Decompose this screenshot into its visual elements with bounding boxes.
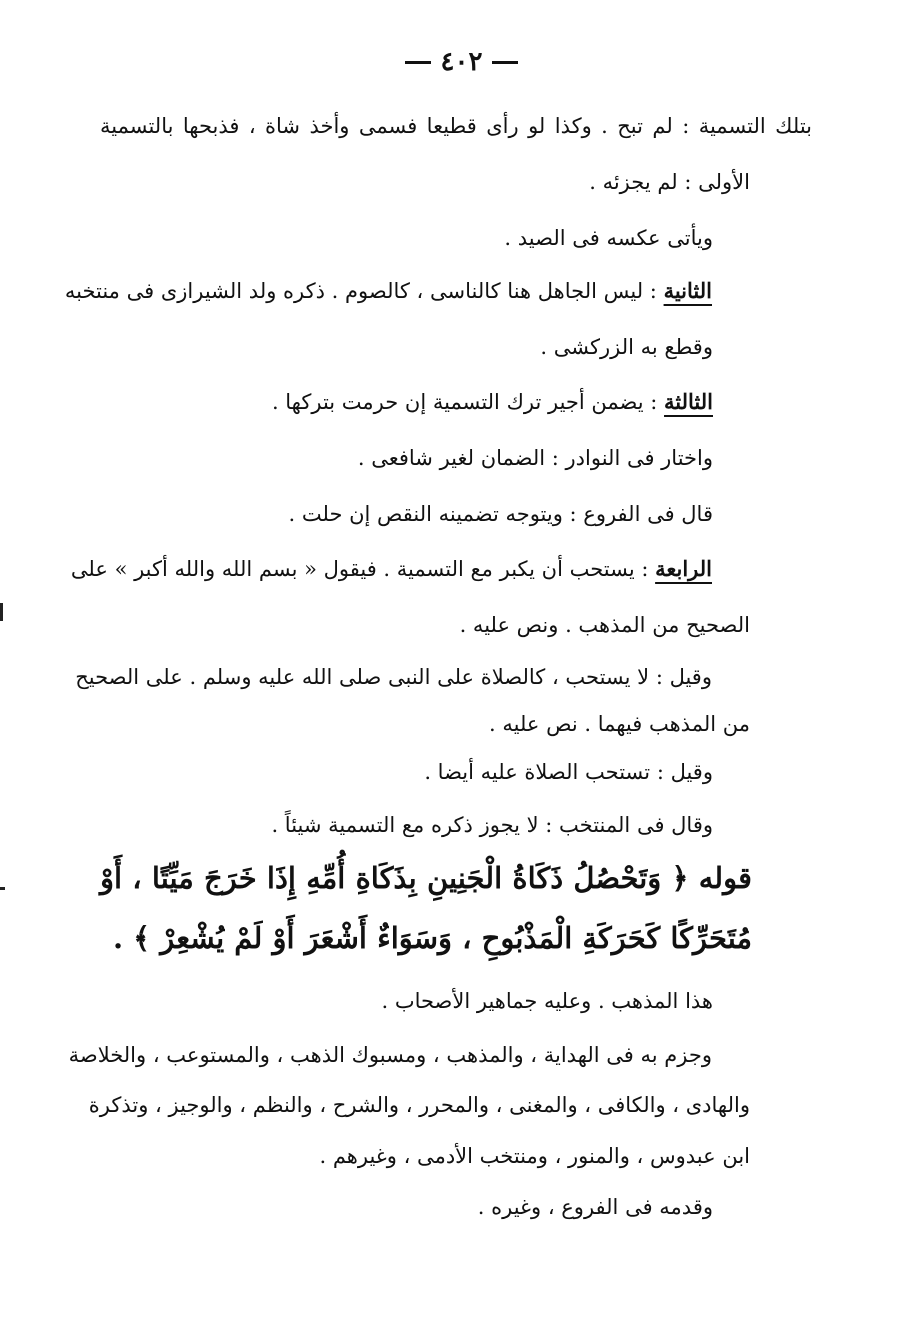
text-line <box>300 704 750 744</box>
text-line <box>70 549 712 589</box>
line-text: والهادى ، والكافى ، والمغنى ، والمحرر ، والشرح ، والنظم ، والوجيز ، وتذكرة <box>88 1093 750 1117</box>
line-text: الصحيح من المذهب . ونص عليه . <box>459 613 750 637</box>
header-dash-right <box>492 61 518 64</box>
line-text: : يضمن أجير ترك التسمية إن حرمت بتركها . <box>271 390 658 414</box>
quote-line <box>112 913 752 963</box>
line-text: قال فى الفروع : ويتوجه تضمينه النقص إن حلت . <box>288 502 713 526</box>
text-line <box>200 438 713 478</box>
text-line <box>300 162 750 202</box>
line-text: وقال فى المنتخب : لا يجوز ذكره مع التسمية شيئاً . <box>271 813 713 837</box>
text-line <box>300 1187 713 1227</box>
line-content <box>64 271 712 311</box>
line-text: من المذهب فيهما . نص عليه . <box>489 712 750 736</box>
text-line <box>200 382 713 422</box>
line-text: وقدمه فى الفروع ، وغيره . <box>477 1195 713 1219</box>
line-text: وجزم به فى الهداية ، والمذهب ، ومسبوك الذهب ، والمستوعب ، والخلاصة <box>68 1043 712 1067</box>
scan-edge-mark <box>0 887 5 890</box>
text-line <box>88 1085 750 1125</box>
text-line <box>300 327 713 367</box>
paragraph-label: الثالثة <box>664 389 713 414</box>
line-text: وقطع به الزركشى . <box>540 335 713 359</box>
quote-text: مُتَحَرِّكًا كَحَرَكَةِ الْمَذْبُوحِ ، وَسَوَاءٌ أَشْعَرَ أَوْ لَمْ يُشْعِرْ ﴾ . <box>112 921 752 955</box>
paragraph-label: الرابعة <box>655 556 712 581</box>
text-line <box>300 1136 750 1176</box>
text-line <box>68 1035 712 1075</box>
line-content <box>70 549 712 589</box>
quote-text: قوله ﴿ وَتَحْصُلُ ذَكَاةُ الْجَنِينِ بِذَكَاةِ أُمِّهِ إِذَا خَرَجَ مَيِّتًا ، أَوْ <box>100 861 752 895</box>
page-header <box>0 42 923 82</box>
paragraph-label: الثانية <box>663 278 712 303</box>
text-line <box>200 494 713 534</box>
line-text: : ليس الجاهل هنا كالناسى ، كالصوم . ذكره ولد الشيرازى فى منتخبه <box>64 279 657 303</box>
text-line <box>300 218 713 258</box>
line-text: ابن عبدوس ، والمنور ، ومنتخب الأدمى ، وغيرهم . <box>319 1144 750 1168</box>
line-text: الأولى : لم يجزئه . <box>589 170 750 194</box>
text-line <box>64 271 712 311</box>
line-text: هذا المذهب . وعليه جماهير الأصحاب . <box>381 989 713 1013</box>
line-text: ويأتى عكسه فى الصيد . <box>504 226 713 250</box>
text-line <box>300 605 750 645</box>
line-text: : يستحب أن يكبر مع التسمية . فيقول « بسم الله والله أكبر » على <box>70 557 649 581</box>
line-text: بتلك التسمية : لم تبح . وكذا لو رأى قطيعا فسمى وأخذ شاة ، فذبحها بالتسمية <box>100 114 812 138</box>
text-line <box>200 752 713 792</box>
quote-line <box>100 853 752 903</box>
line-text: واختار فى النوادر : الضمان لغير شافعى . <box>357 446 713 470</box>
line-text: وقيل : تستحب الصلاة عليه أيضا . <box>424 760 713 784</box>
header-dash-left <box>405 61 431 64</box>
page-number: ٤٠٢ <box>440 47 483 77</box>
text-line <box>300 981 713 1021</box>
line-text: وقيل : لا يستحب ، كالصلاة على النبى صلى الله عليه وسلم . على الصحيح <box>75 665 712 689</box>
scan-edge-mark <box>0 603 3 621</box>
text-line <box>100 106 812 146</box>
text-line <box>200 805 713 845</box>
text-line <box>75 657 712 697</box>
